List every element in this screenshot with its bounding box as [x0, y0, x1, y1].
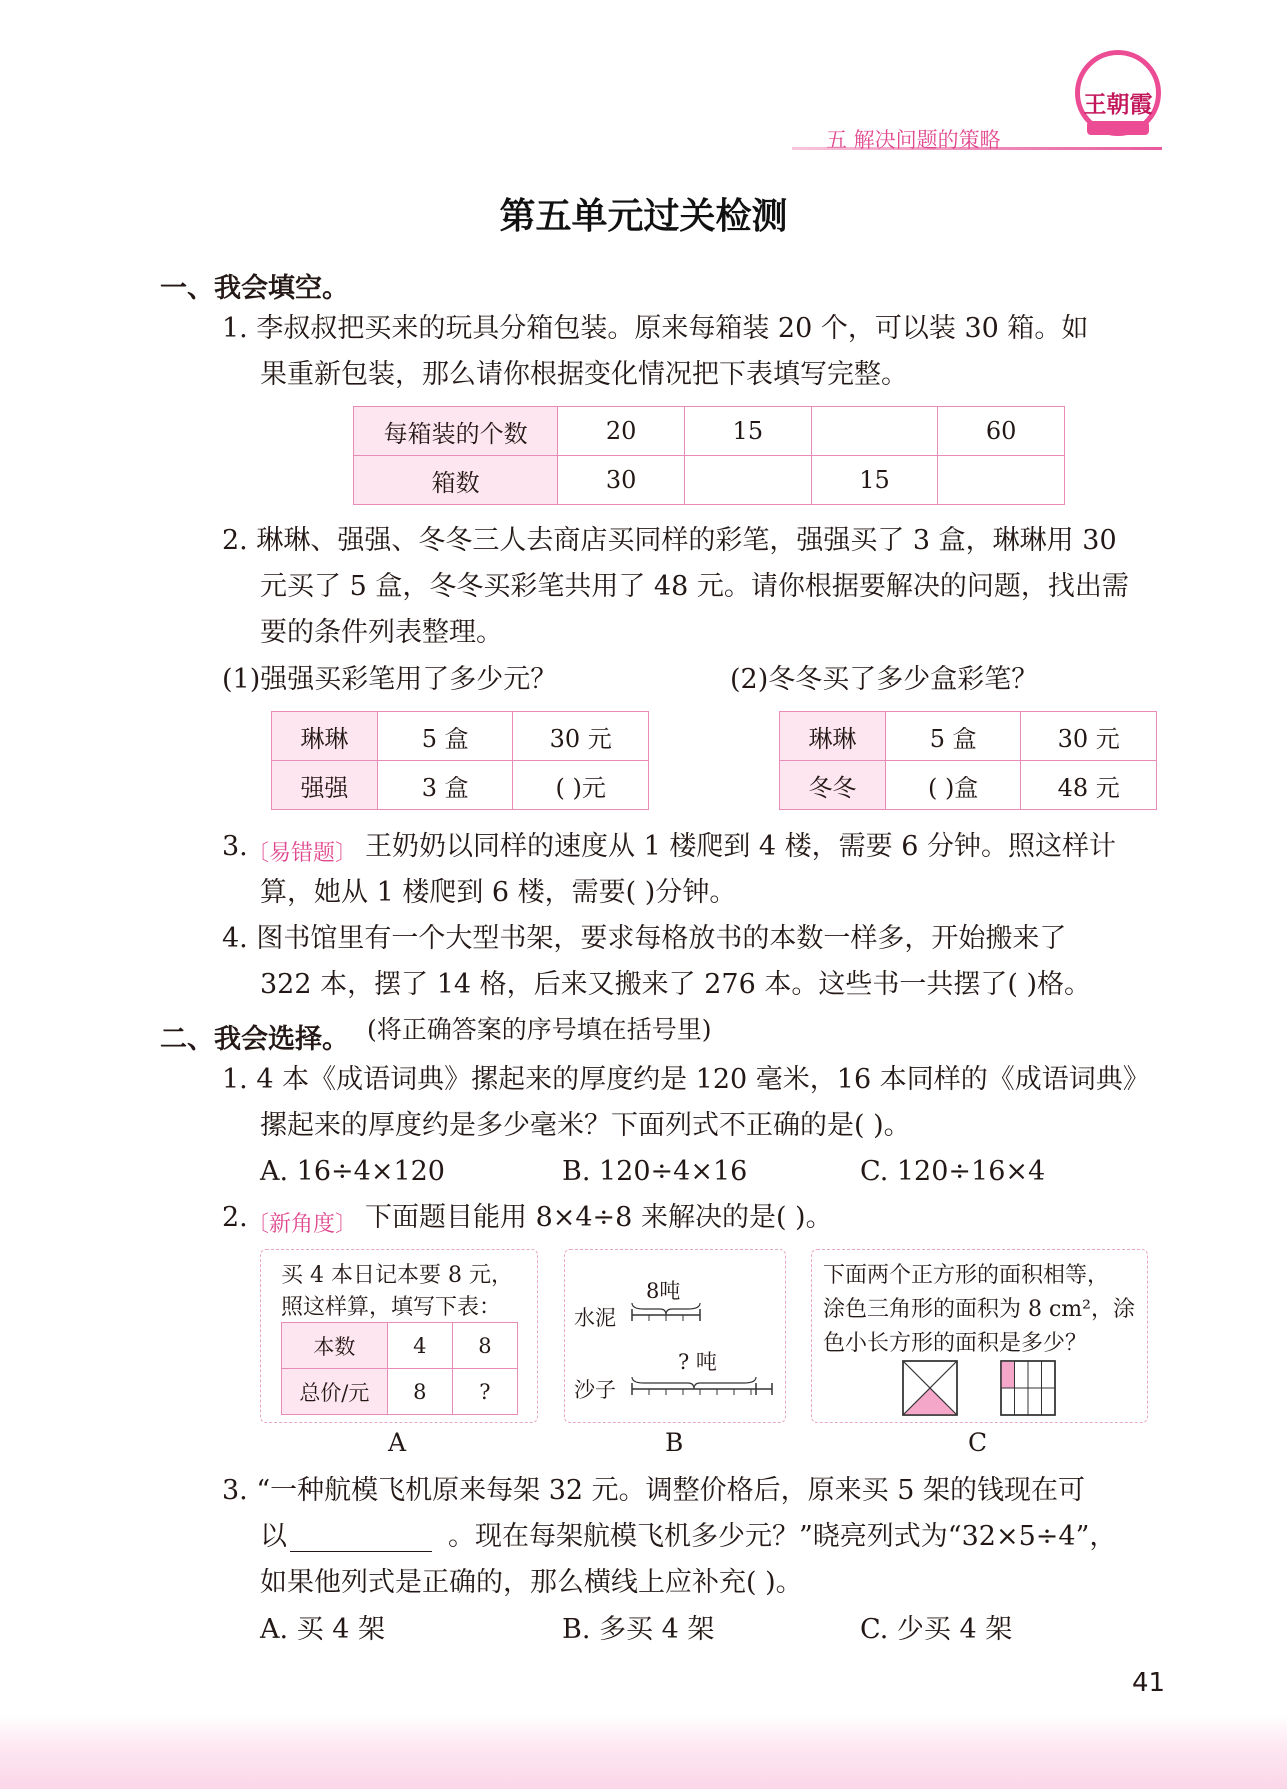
section2-note: (将正确答案的序号填在括号里)	[367, 1015, 712, 1044]
q2t2-answer-cell[interactable]: ( )盒	[885, 761, 1021, 810]
boxc-line2: 涂色三角形的面积为 8 cm²，涂	[823, 1297, 1135, 1322]
q1-blank-cell[interactable]	[811, 407, 938, 456]
s2q3-line2-start: 以	[260, 1521, 287, 1552]
page-number: 41	[1132, 1668, 1166, 1698]
q1-blank-cell[interactable]	[685, 456, 812, 505]
boxa-line2: 照这样算，填写下表：	[281, 1295, 502, 1320]
q1-cell: 每箱装的个数	[354, 407, 558, 456]
q2t2-cell: 30 元	[1021, 712, 1157, 761]
q2t1-cell: 琳琳	[272, 712, 378, 761]
section1-heading: 一、我会填空。	[160, 273, 349, 304]
s2q1-option-c[interactable]: C. 120÷16×4	[860, 1156, 1046, 1187]
q1-cell: 箱数	[354, 456, 558, 505]
footer-band	[0, 1715, 1287, 1789]
q1-line2: 果重新包装，那么请你根据变化情况把下表填写完整。	[260, 359, 908, 390]
boxa-cell: ?	[452, 1369, 517, 1415]
q1-blank-cell[interactable]	[938, 456, 1065, 505]
s2q3-option-c[interactable]: C. 少买 4 架	[860, 1614, 1013, 1645]
s2q2-number: 2.	[222, 1202, 248, 1233]
boxb-row1-label: 水泥	[574, 1306, 616, 1330]
s2q3-option-b[interactable]: B. 多买 4 架	[562, 1614, 715, 1645]
s2q3-blank-line[interactable]	[290, 1551, 432, 1552]
q4-line1: 4. 图书馆里有一个大型书架，要求每格放书的本数一样多，开始搬来了	[222, 923, 1067, 954]
q2-table1	[271, 711, 649, 810]
boxa-cell: 8	[387, 1369, 452, 1415]
q4-line2: 322 本，摆了 14 格，后来又搬来了 276 本。这些书一共摆了( )格。	[260, 969, 1091, 1000]
boxc-line1: 下面两个正方形的面积相等，	[823, 1263, 1110, 1288]
boxb-top-label: 8吨	[646, 1279, 681, 1303]
chapter-title: 五 解决问题的策略	[826, 128, 1001, 152]
s2q3-line3: 如果他列式是正确的，那么横线上应补充( )。	[260, 1567, 803, 1598]
q2-sub2: (2)冬冬买了多少盒彩笔？	[730, 664, 1039, 695]
q2t1-cell: 30 元	[513, 712, 649, 761]
page-title: 第五单元过关检测	[499, 196, 788, 237]
s2q1-line1: 1. 4 本《成语词典》摞起来的厚度约是 120 毫米，16 本同样的《成语词典》	[222, 1064, 1150, 1095]
boxa-cell: 8	[452, 1323, 517, 1369]
s2q1-option-b[interactable]: B. 120÷4×16	[562, 1156, 748, 1187]
q1-cell: 20	[558, 407, 685, 456]
q1-cell: 60	[938, 407, 1065, 456]
logo-text: 王朝霞	[1083, 91, 1153, 118]
boxb-row2-label: 沙子	[574, 1378, 616, 1402]
boxa-cell: 本数	[282, 1323, 388, 1369]
s2q1-line2: 摞起来的厚度约是多少毫米？下面列式不正确的是( )。	[260, 1110, 911, 1141]
q1-cell: 15	[685, 407, 812, 456]
q3-tag: 〔易错题〕	[247, 841, 358, 866]
q2-line3: 要的条件列表整理。	[260, 617, 503, 648]
s2q3-option-a[interactable]: A. 买 4 架	[260, 1614, 386, 1645]
q2t1-cell: 3 盒	[377, 761, 513, 810]
boxb-mid-label: ? 吨	[678, 1350, 717, 1374]
q3-line1: 王奶奶以同样的速度从 1 楼爬到 4 楼，需要 6 分钟。照这样计	[365, 831, 1117, 862]
q2t2-cell: 48 元	[1021, 761, 1157, 810]
s2q2-text: 下面题目能用 8×4÷8 来解决的是( )。	[365, 1202, 833, 1233]
q2t2-cell: 冬冬	[780, 761, 886, 810]
logo-ribbon	[1087, 121, 1149, 135]
boxa-cell: 总价/元	[282, 1369, 388, 1415]
s2q1-option-a[interactable]: A. 16÷4×120	[260, 1156, 445, 1187]
boxb-segment-diagram	[564, 1249, 786, 1423]
q1-cell: 30	[558, 456, 685, 505]
q2t1-answer-cell[interactable]: ( )元	[513, 761, 649, 810]
section2-heading: 二、我会选择。	[160, 1024, 349, 1055]
boxc-squares-figure	[900, 1358, 1060, 1418]
q2-table2	[779, 711, 1157, 810]
s2q3-line2-end: 。现在每架航模飞机多少元？”晓亮列式为“32×5÷4”，	[448, 1521, 1117, 1552]
q2t2-cell: 琳琳	[780, 712, 886, 761]
q3-number: 3.	[222, 831, 248, 862]
q2t2-cell: 5 盒	[885, 712, 1021, 761]
boxc-line3: 色小长方形的面积是多少？	[823, 1331, 1088, 1356]
q1-table	[353, 406, 1065, 505]
s2q2-tag: 〔新角度〕	[247, 1212, 358, 1237]
q3-line2: 算，她从 1 楼爬到 6 楼，需要( )分钟。	[260, 877, 737, 908]
s2q3-line1: 3. “一种航模飞机原来每架 32 元。调整价格后，原来买 5 架的钱现在可	[222, 1475, 1086, 1506]
q2-line1: 2. 琳琳、强强、冬冬三人去商店买同样的彩笔，强强买了 3 盒，琳琳用 30	[222, 525, 1117, 556]
boxa-line1: 买 4 本日记本要 8 元，	[281, 1263, 513, 1288]
boxb-caption: B	[665, 1428, 684, 1457]
q1-cell: 15	[811, 456, 938, 505]
q2t1-cell: 强强	[272, 761, 378, 810]
q2-sub1: (1)强强买彩笔用了多少元？	[222, 664, 558, 695]
boxa-caption: A	[388, 1428, 407, 1457]
boxc-caption: C	[968, 1428, 988, 1457]
q2t1-cell: 5 盒	[377, 712, 513, 761]
boxa-table	[281, 1322, 518, 1415]
q1-line1: 1. 李叔叔把买来的玩具分箱包装。原来每箱装 20 个，可以装 30 箱。如	[222, 313, 1089, 344]
q2-line2: 元买了 5 盒，冬冬买彩笔共用了 48 元。请你根据要解决的问题，找出需	[260, 571, 1129, 602]
boxa-cell: 4	[387, 1323, 452, 1369]
